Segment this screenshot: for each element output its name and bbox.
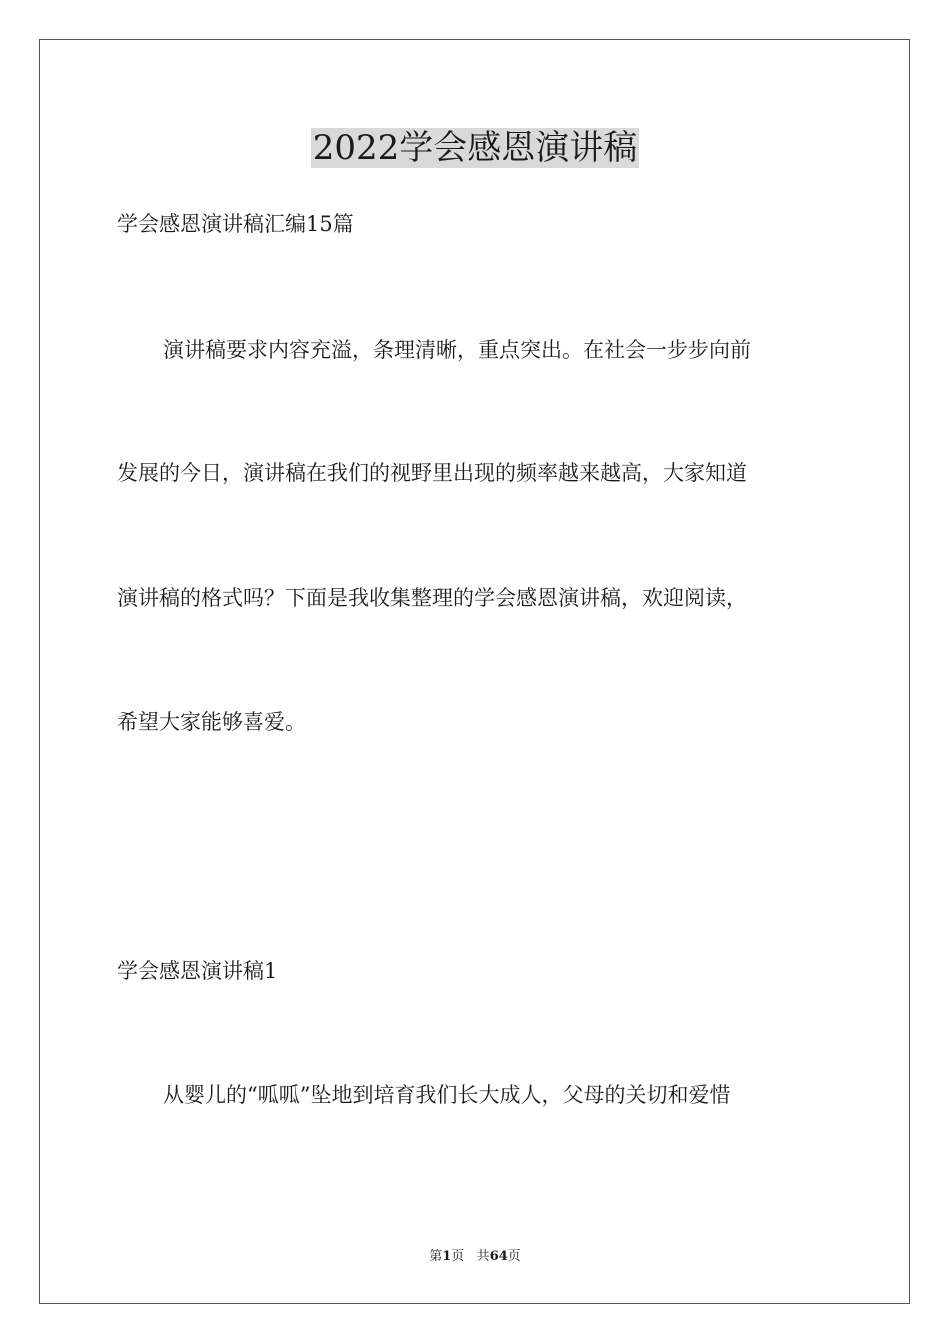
paragraph-line: 从婴儿的“呱呱”坠地到培育我们长大成人，父母的关切和爱惜 — [163, 1083, 731, 1107]
document-subtitle: 学会感恩演讲稿汇编15篇 — [117, 212, 354, 236]
footer-page-suffix: 页 — [451, 1249, 465, 1264]
footer-page-number: 1 — [442, 1249, 452, 1264]
page-footer — [0, 1248, 950, 1266]
paragraph-line: 希望大家能够喜爱。 — [117, 710, 306, 734]
paragraph-line: 演讲稿要求内容充溢，条理清晰，重点突出。在社会一步步向前 — [163, 338, 751, 362]
paragraph-line: 发展的今日，演讲稿在我们的视野里出现的频率越来越高，大家知道 — [117, 461, 747, 485]
footer-page-prefix: 第 — [429, 1249, 443, 1264]
footer-total-pages: 64 — [489, 1249, 508, 1264]
section-heading: 学会感恩演讲稿1 — [117, 959, 278, 983]
paragraph-line: 演讲稿的格式吗？下面是我收集整理的学会感恩演讲稿，欢迎阅读， — [117, 586, 747, 610]
document-title — [0, 126, 950, 170]
footer-total-prefix: 共 — [476, 1249, 490, 1264]
document-title-text: 2022学会感恩演讲稿 — [312, 128, 638, 168]
footer-total-suffix: 页 — [507, 1249, 521, 1264]
